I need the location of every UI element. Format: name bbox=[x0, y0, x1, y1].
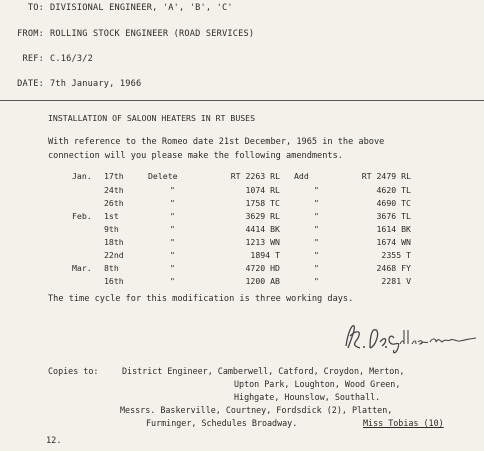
header-from-value: ROLLING STOCK ENGINEER (ROAD SERVICES) bbox=[50, 29, 255, 39]
copies-line-3: Highgate, Hounslow, Southall. bbox=[234, 392, 381, 402]
memo-subject: INSTALLATION OF SALOON HEATERS IN RT BUSES bbox=[48, 113, 256, 123]
header-date bbox=[4, 79, 141, 89]
signature-image bbox=[342, 312, 482, 362]
row-delete-bus: RT 2263 RL bbox=[230, 171, 280, 181]
header-ref bbox=[4, 54, 93, 64]
row-delete-mark: " bbox=[170, 263, 175, 273]
row-add-mark: " bbox=[314, 185, 319, 195]
row-delete-bus: 1213 WN bbox=[245, 237, 280, 247]
row-day: 17th bbox=[104, 171, 124, 181]
header-from bbox=[4, 29, 254, 39]
row-add-bus: 2468 FY bbox=[376, 263, 411, 273]
add-column-header: Add bbox=[294, 171, 309, 181]
row-add-bus: 2281 V bbox=[381, 276, 411, 286]
header-to-value: DIVISIONAL ENGINEER, 'A', 'B', 'C' bbox=[50, 3, 233, 13]
row-add-mark: " bbox=[314, 224, 319, 234]
header-ref-label: REF: bbox=[22, 54, 44, 64]
row-delete-mark: " bbox=[170, 211, 175, 221]
intro-line-1: With reference to the Romeo date 21st December, 1965 in the above bbox=[48, 137, 385, 147]
footer-number: 12. bbox=[46, 436, 62, 446]
row-add-bus: 4620 TL bbox=[376, 185, 411, 195]
row-delete-bus: 4720 HD bbox=[245, 263, 280, 273]
row-day: 1st bbox=[104, 211, 119, 221]
row-add-bus: 1614 BK bbox=[376, 224, 411, 234]
row-month: Feb. bbox=[72, 211, 92, 221]
header-from-label: FROM: bbox=[17, 29, 44, 39]
row-add-mark: " bbox=[314, 276, 319, 286]
intro-line-2: connection will you please make the following amendments. bbox=[48, 151, 343, 161]
row-delete-mark: " bbox=[170, 276, 175, 286]
row-delete-bus: 3629 RL bbox=[245, 211, 280, 221]
row-add-bus: 3676 TL bbox=[376, 211, 411, 221]
row-delete-bus: 1074 RL bbox=[245, 185, 280, 195]
row-day: 22nd bbox=[104, 250, 124, 260]
row-day: 8th bbox=[104, 263, 119, 273]
row-add-mark: " bbox=[314, 237, 319, 247]
row-add-bus: 1674 WN bbox=[376, 237, 411, 247]
copies-line-1: District Engineer, Camberwell, Catford, Croydon, Merton, bbox=[122, 366, 405, 376]
row-day: 24th bbox=[104, 185, 124, 195]
row-delete-bus: 4414 BK bbox=[245, 224, 280, 234]
row-delete-mark: " bbox=[170, 224, 175, 234]
row-delete-bus: 1894 T bbox=[250, 250, 280, 260]
row-day: 16th bbox=[104, 276, 124, 286]
row-month: Jan. bbox=[72, 171, 92, 181]
row-day: 9th bbox=[104, 224, 119, 234]
row-delete-mark: " bbox=[170, 237, 175, 247]
copies-line-5: Furminger, Schedules Broadway. bbox=[146, 418, 298, 428]
copies-last-recipient: Miss Tobias (10) bbox=[363, 418, 444, 428]
row-add-mark: " bbox=[314, 211, 319, 221]
row-add-bus: 2355 T bbox=[381, 250, 411, 260]
row-add-bus: RT 2479 RL bbox=[361, 171, 411, 181]
header-to-label: TO: bbox=[27, 3, 44, 13]
header-to bbox=[4, 3, 233, 13]
row-delete-mark: " bbox=[170, 185, 175, 195]
copies-line-2: Upton Park, Loughton, Wood Green, bbox=[234, 379, 401, 389]
row-delete-mark: " bbox=[170, 250, 175, 260]
row-delete-bus: 1758 TC bbox=[245, 198, 280, 208]
cycle-note: The time cycle for this modification is three working days. bbox=[48, 294, 354, 304]
row-add-mark: " bbox=[314, 198, 319, 208]
row-day: 18th bbox=[104, 237, 124, 247]
header-ref-value: C.16/3/2 bbox=[50, 54, 93, 64]
row-delete-bus: 1200 AB bbox=[245, 276, 280, 286]
row-day: 26th bbox=[104, 198, 124, 208]
row-month: Mar. bbox=[72, 263, 92, 273]
row-add-mark: " bbox=[314, 263, 319, 273]
copies-line-4: Messrs. Baskerville, Courtney, Fordsdick (2), Platten, bbox=[120, 405, 393, 415]
header-date-value: 7th January, 1966 bbox=[50, 79, 142, 89]
delete-column-header: Delete bbox=[148, 171, 178, 181]
header-divider bbox=[0, 100, 484, 101]
header-date-label: DATE: bbox=[17, 79, 44, 89]
row-delete-mark: " bbox=[170, 198, 175, 208]
row-add-bus: 4690 TC bbox=[376, 198, 411, 208]
copies-label: Copies to: bbox=[48, 366, 99, 376]
row-add-mark: " bbox=[314, 250, 319, 260]
